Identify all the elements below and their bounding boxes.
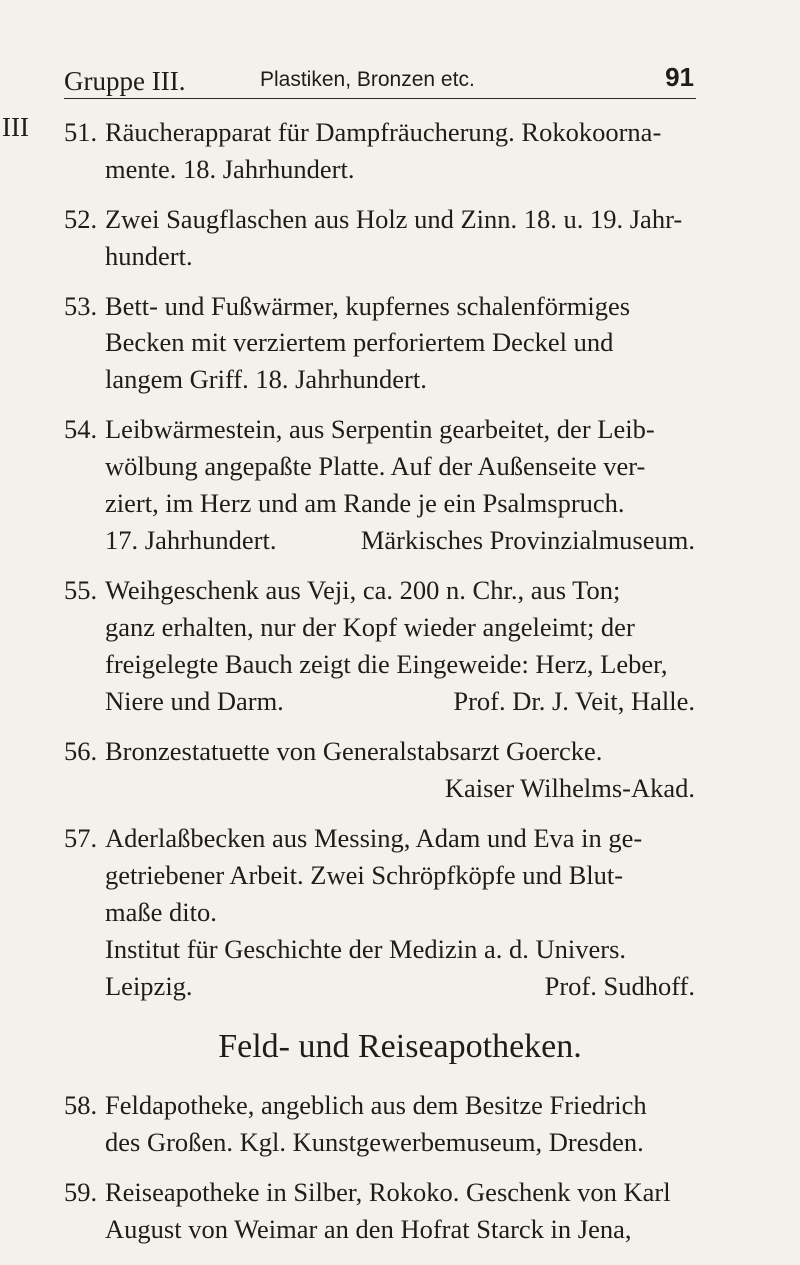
- entry-number-51: 51.: [64, 117, 98, 147]
- entry-58-line-1: Feldapotheke, angeblich aus dem Besitze Friedrich: [105, 1090, 647, 1120]
- entry-number-53: 53.: [64, 291, 98, 321]
- entry-54-source: Märkisches Provinzialmuseum.: [360, 525, 695, 555]
- entry-57-source: Prof. Sudhoff.: [544, 971, 695, 1001]
- margin-group-mark: III: [2, 112, 29, 142]
- entry-number-59: 59.: [64, 1177, 98, 1207]
- entry-54-line-2: wölbung angepaßte Platte. Auf der Außenseite ver-: [105, 451, 646, 481]
- entry-number-52: 52.: [64, 204, 98, 234]
- entry-number-58: 58.: [64, 1090, 98, 1120]
- entry-57-line-4: Institut für Geschichte der Medizin a. d. Univers.: [105, 934, 627, 964]
- page-header: [64, 62, 696, 99]
- entry-51-line-2: mente. 18. Jahrhundert.: [105, 154, 355, 184]
- entry-52-line-1: Zwei Saugflaschen aus Holz und Zinn. 18. u. 19. Jahr-: [105, 204, 683, 234]
- section-heading: Feld- und Reiseapotheken.: [218, 1028, 582, 1065]
- entry-52-line-2: hundert.: [105, 241, 193, 271]
- header-title: Plastiken, Bronzen etc.: [260, 68, 475, 91]
- entry-number-56: 56.: [64, 736, 98, 766]
- entry-57-line-1: Aderlaßbecken aus Messing, Adam und Eva in ge-: [105, 823, 643, 853]
- entry-59-line-1: Reiseapotheke in Silber, Rokoko. Geschenk von Karl: [105, 1177, 671, 1207]
- entry-54-line-3: ziert, im Herz und am Rande je ein Psalmspruch.: [105, 488, 625, 518]
- entry-number-54: 54.: [64, 414, 98, 444]
- entry-55-line-4: Niere und Darm.: [105, 686, 284, 716]
- entry-56-source: Kaiser Wilhelms-Akad.: [444, 773, 695, 803]
- entry-53-line-1: Bett- und Fußwärmer, kupfernes schalenförmiges: [105, 291, 631, 321]
- entry-58-line-2: des Großen. Kgl. Kunstgewerbemuseum, Dresden.: [105, 1127, 644, 1157]
- entry-number-55: 55.: [64, 575, 98, 605]
- entry-57-line-3: maße dito.: [105, 897, 217, 927]
- page-number: 91: [665, 62, 694, 92]
- entry-54-line-4: 17. Jahrhundert.: [105, 525, 277, 555]
- entry-56-line-1: Bronzestatuette von Generalstabsarzt Goercke.: [105, 736, 603, 766]
- entry-55-line-3: freigelegte Bauch zeigt die Eingeweide: Herz, Leber,: [105, 649, 668, 679]
- entry-55-source: Prof. Dr. J. Veit, Halle.: [453, 686, 695, 716]
- entry-59-line-2: August von Weimar an den Hofrat Starck in Jena,: [105, 1214, 632, 1244]
- header-group: Gruppe III.: [64, 66, 186, 96]
- entry-51-line-1: Räucherapparat für Dampfräucherung. Rokokoorna-: [105, 117, 662, 147]
- entry-53-line-3: langem Griff. 18. Jahrhundert.: [105, 364, 427, 394]
- entry-57-line-5: Leipzig.: [105, 971, 193, 1001]
- entry-number-57: 57.: [64, 823, 98, 853]
- entry-55-line-2: ganz erhalten, nur der Kopf wieder angeleimt; der: [105, 612, 635, 642]
- entry-54-line-1: Leibwärmestein, aus Serpentin gearbeitet, der Leib-: [105, 414, 655, 444]
- entry-57-line-2: getriebener Arbeit. Zwei Schröpfköpfe und Blut-: [105, 860, 624, 890]
- entry-55-line-1: Weihgeschenk aus Veji, ca. 200 n. Chr., aus Ton;: [105, 575, 621, 605]
- entry-53-line-2: Becken mit verziertem perforiertem Deckel und: [105, 327, 614, 357]
